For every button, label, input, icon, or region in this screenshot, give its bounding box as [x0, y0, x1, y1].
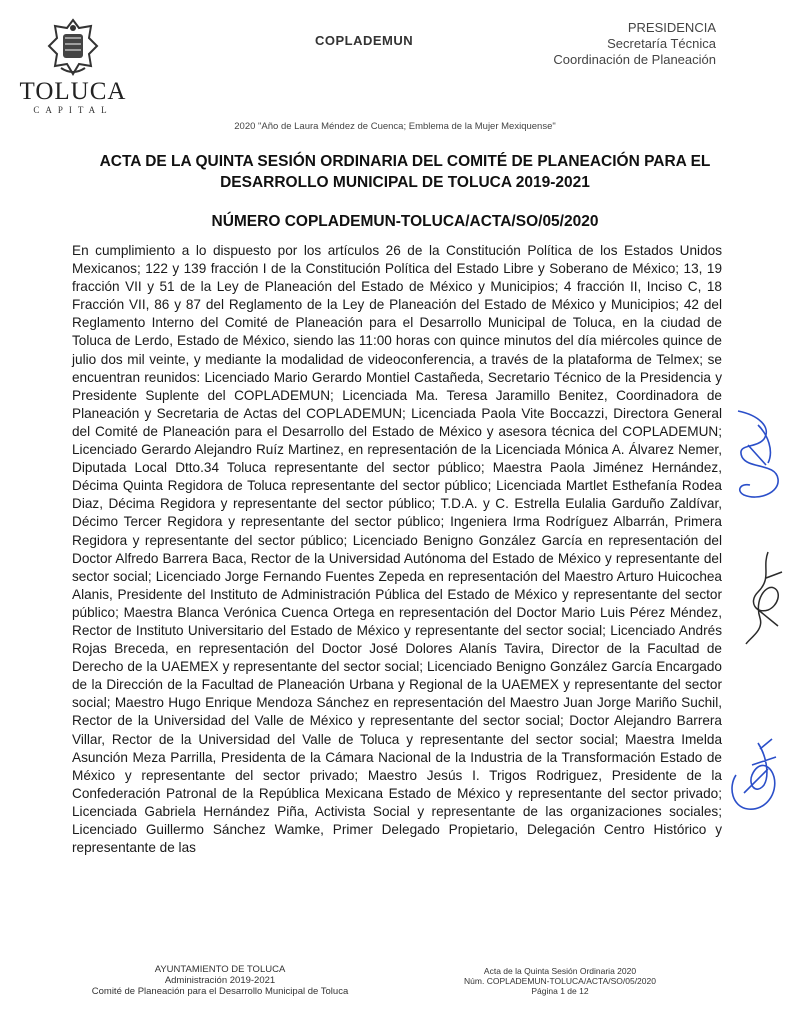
signature-mark: [728, 405, 788, 515]
signature-mark: [722, 735, 788, 817]
header-office: [553, 20, 716, 68]
toluca-logo: [18, 16, 128, 115]
signature-mark: [738, 548, 790, 648]
logo-wordmark: TOLUCA: [19, 78, 127, 105]
footer-line: AYUNTAMIENTO DE TOLUCA: [154, 964, 286, 975]
header-office-line: PRESIDENCIA: [627, 20, 716, 35]
footer-reference: [390, 966, 730, 996]
footer-line: Comité de Planeación para el Desarrollo Municipal de Toluca: [91, 986, 349, 997]
header-office-line: Secretaría Técnica: [607, 36, 716, 51]
org-name: COPLADEMUN: [315, 33, 414, 48]
header-office-line: Coordinación de Planeación: [553, 52, 716, 67]
logo-subtitle: CAPITAL: [33, 105, 113, 115]
year-motto: 2020 "Año de Laura Méndez de Cuenca; Emblema de la Mujer Mexiquense": [234, 121, 556, 132]
footer-line: Acta de la Quinta Sesión Ordinaria 2020: [483, 966, 637, 976]
body-paragraph: En cumplimiento a lo dispuesto por los artículos 26 de la Constitución Política de los Estados Unidos Mexicanos; 122 y 139 fracción I de la Constitución Política del Estado Libre y Soberano de México; 13, 19 fracción VII y 51 de la Ley de Planeación del Estado de México y Municipios; 4 fracción II, Inciso C, 18 Fracción VII, 86 y 87 del Reglamento de la Ley de Planeación del Estado de México y Municipios; 42 del Reglamento Interno del Comité de Planeación para el Desarrollo Municipal de Toluca, en la ciudad de Toluca de Lerdo, Estado de México, siendo las 11:00 horas con quince minutos del día miércoles quince de julio dos mil veinte, y mediante la modalidad de videoconferencia, a través de la plataforma de Telmex; se encuentran reunidos: Licenciado Mario Gerardo Montiel Castañeda, Secretario Técnico de la Presidencia y Presidente Suplente del COPLADEMUN; Licenciada Ma. Teresa Jaramillo Benitez, Coordinadora de Planeación y Secretaria de Actas del COPLADEMUN; Licenciada Paola Vite Boccazzi, Directora General del Comité de Planeación para el Desarrollo del Estado de México y asesora técnica del COPLADEMUN; Licenciado Gerardo Alejandro Ruíz Martinez, en representación de la Licenciada Mónica A. Álvarez Nemer, Diputada Local Dtto.34 Toluca representante del sector público; Maestra Paola Jiménez Hernández, Décima Quinta Regidora de Toluca representante del sector público; Licenciada Martlet Esthefanía Rodea Diaz, Décima Regidora y representante del sector público; T.D.A. y C. Estrella Eulalia Garduño Zaldívar, Décimo Tercer Regidora y representante del sector público; Ingeniera Irma Rodríguez Albarrán, Primera Regidora y representante del sector público; Licenciado Benigno González García en representación del Doctor Alfredo Barrera Baca, Rector de la Universidad Autónoma del Estado de México y representante del sector social; Licenciado Jorge Fernando Fuentes Zepeda en representación del Maestro Arturo Huicochea Alanis, Presidente del Instituto de Administración Pública del Estado de México y representante del sector público; Maestra Blanca Verónica Cuenca Ortega en representación del Doctor Mario Luis Pérez Méndez, Rector de Instituto Universitario del Estado de México y representante del sector social; Licenciado Andrés Rojas Breceda, en representación del Doctor José Dolores Alanís Tavira, Director de la Facultad de Derecho de la UAEMEX y representante del sector social; Licenciado Benigno González García Encargado de la Dirección de la Facultad de Planeación Urbana y Regional de la UAEMEX y representante del sector social; Maestro Hugo Enrique Mendoza Sánchez en representación del Maestro Juan Jorge Mariño Suchil, Rector de la Universidad del Valle de México y representante del sector social; Doctor Alejandro Barrera Villar, Rector de la Universidad del Valle de Toluca y representante del sector social; Maestra Imelda Asunción Meza Parrilla, Presidenta de la Cámara Nacional de la Industria de la Transformación Estado de México y representante del sector privado; Maestro Jesús I. Trigos Rodriguez, Presidente de la Confederación Patronal de la República Mexicana Estado de México y representante del sector privado; Licenciada Gabriela Hernández Piña, Activista Social y representante de las organizaciones sociales; Licenciado Guillermo Sánchez Wamke, Primer Delegado Propietario, Delegación Centro Histórico y representante de las: [72, 243, 722, 856]
page-number: Página 1 de 12: [531, 986, 589, 996]
document-title: ACTA DE LA QUINTA SESIÓN ORDINARIA DEL COMITÉ DE PLANEACIÓN PARA EL DESARROLLO MUNICIPAL DE TOLUCA 2019-2021: [99, 153, 711, 191]
footer-line: Núm. COPLADEMUN-TOLUCA/ACTA/SO/05/2020: [464, 976, 656, 986]
footer-institution: [55, 964, 385, 997]
footer-line: Administración 2019-2021: [164, 975, 276, 986]
document-number: NÚMERO COPLADEMUN-TOLUCA/ACTA/SO/05/2020: [211, 213, 599, 230]
toluca-coat-of-arms-icon: [43, 16, 103, 78]
